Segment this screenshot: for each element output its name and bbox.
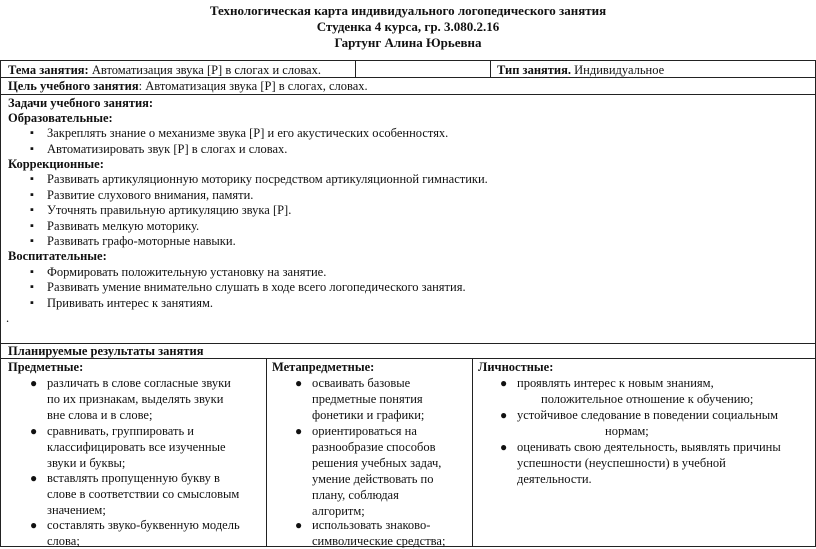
bullet-icon: ● (295, 424, 303, 438)
personal-item: ● устойчивое следование в поведении социальным нормам; (500, 408, 779, 438)
subject-item: ● составлять звуко-буквенную модель слова; (30, 518, 240, 548)
type-value: Индивидуальное (574, 63, 665, 77)
topic-row (8, 63, 321, 78)
bullet-icon: ● (295, 376, 303, 390)
bullet-icon: ● (500, 408, 508, 422)
correctional-item: ▪ Развивать мелкую моторику. (47, 219, 199, 235)
results-divider-1 (266, 358, 267, 547)
educational-title: Образовательные: (8, 111, 113, 125)
meta-item: ● осваивать базовые предметные понятия фонетики и графики; (295, 376, 425, 422)
tasks-title: Задачи учебного занятия: (8, 96, 154, 110)
meta-title: Метапредметные: (272, 360, 375, 374)
personal-title: Личностные: (478, 360, 554, 374)
subject-title: Предметные: (8, 360, 84, 374)
bullet-icon: ● (30, 471, 38, 485)
bullet-icon: ● (295, 518, 303, 532)
rule-after-results-title (0, 358, 816, 359)
meta-item: ● ориентироваться на разнообразие способов решения учебных задач, умение действовать по плану, соблюдая алгоритм; (295, 424, 442, 518)
topic-label: Тема занятия: (8, 63, 89, 77)
type-row (497, 63, 664, 78)
correctional-item: ▪ Развивать графо-моторные навыки. (47, 234, 236, 250)
correctional-item: ▪ Развитие слухового внимания, памяти. (47, 188, 253, 204)
upbringing-item: ▪ Формировать положительную установку на занятие. (47, 265, 326, 281)
rule-after-goal (0, 94, 816, 95)
topic-value: Автоматизация звука [Р] в слогах и словах. (91, 63, 321, 77)
bullet-icon: ● (30, 518, 38, 532)
header-student: Студенка 4 курса, гр. 3.080.2.16 (316, 19, 500, 34)
subject-item: ● сравнивать, группировать и классифицировать все изученные звуки и буквы; (30, 424, 226, 470)
goal-row (8, 79, 368, 94)
results-divider-2 (472, 358, 473, 547)
topic-divider-1 (355, 60, 356, 77)
upbringing-item: ▪ Развивать умение внимательно слушать в ходе всего логопедического занятия. (47, 280, 466, 296)
bullet-icon: ● (30, 376, 38, 390)
educational-item: ▪ Закреплять знание о механизме звука [Р] и его акустических особенностях. (47, 126, 448, 142)
upbringing-item: ▪ Прививать интерес к занятиям. (47, 296, 213, 312)
bullet-icon: ● (30, 424, 38, 438)
meta-item: ● использовать знаково- символические средства; (295, 518, 446, 548)
bullet-icon: ● (500, 440, 508, 454)
topic-divider-2 (490, 60, 491, 77)
correctional-item: ▪ Развивать артикуляционную моторику посредством артикуляционной гимнастики. (47, 172, 488, 188)
upbringing-title: Воспитательные: (8, 249, 107, 263)
document-header (0, 3, 816, 51)
results-title: Планируемые результаты занятия (8, 344, 204, 358)
personal-item: ● оценивать свою деятельность, выявлять причины успешности (неуспешности) в учебной деятельности. (500, 440, 781, 486)
personal-item: ● проявлять интерес к новым знаниям, положительное отношение к обучению; (500, 376, 754, 406)
header-name: Гартунг Алина Юрьевна (334, 35, 482, 50)
correctional-title: Коррекционные: (8, 157, 104, 171)
subject-item: ● вставлять пропущенную букву в слове в соответствии со смысловым значением; (30, 471, 240, 517)
type-label: Тип занятия. (497, 63, 572, 77)
trailing-dot: . (6, 311, 10, 325)
bullet-icon: ● (500, 376, 508, 390)
educational-item: ▪ Автоматизировать звук [Р] в слогах и словах. (47, 142, 287, 158)
header-title: Технологическая карта индивидуального логопедического занятия (209, 3, 607, 18)
correctional-item: ▪ Уточнять правильную артикуляцию звука [Р]. (47, 203, 291, 219)
rule-after-topic (0, 77, 816, 78)
subject-item: ● различать в слове согласные звуки по их признакам, выделять звуки вне слова и в слове; (30, 376, 231, 422)
goal-label: Цель учебного занятия (8, 79, 139, 93)
goal-value: : Автоматизация звука [Р] в слогах, словах. (138, 79, 368, 93)
